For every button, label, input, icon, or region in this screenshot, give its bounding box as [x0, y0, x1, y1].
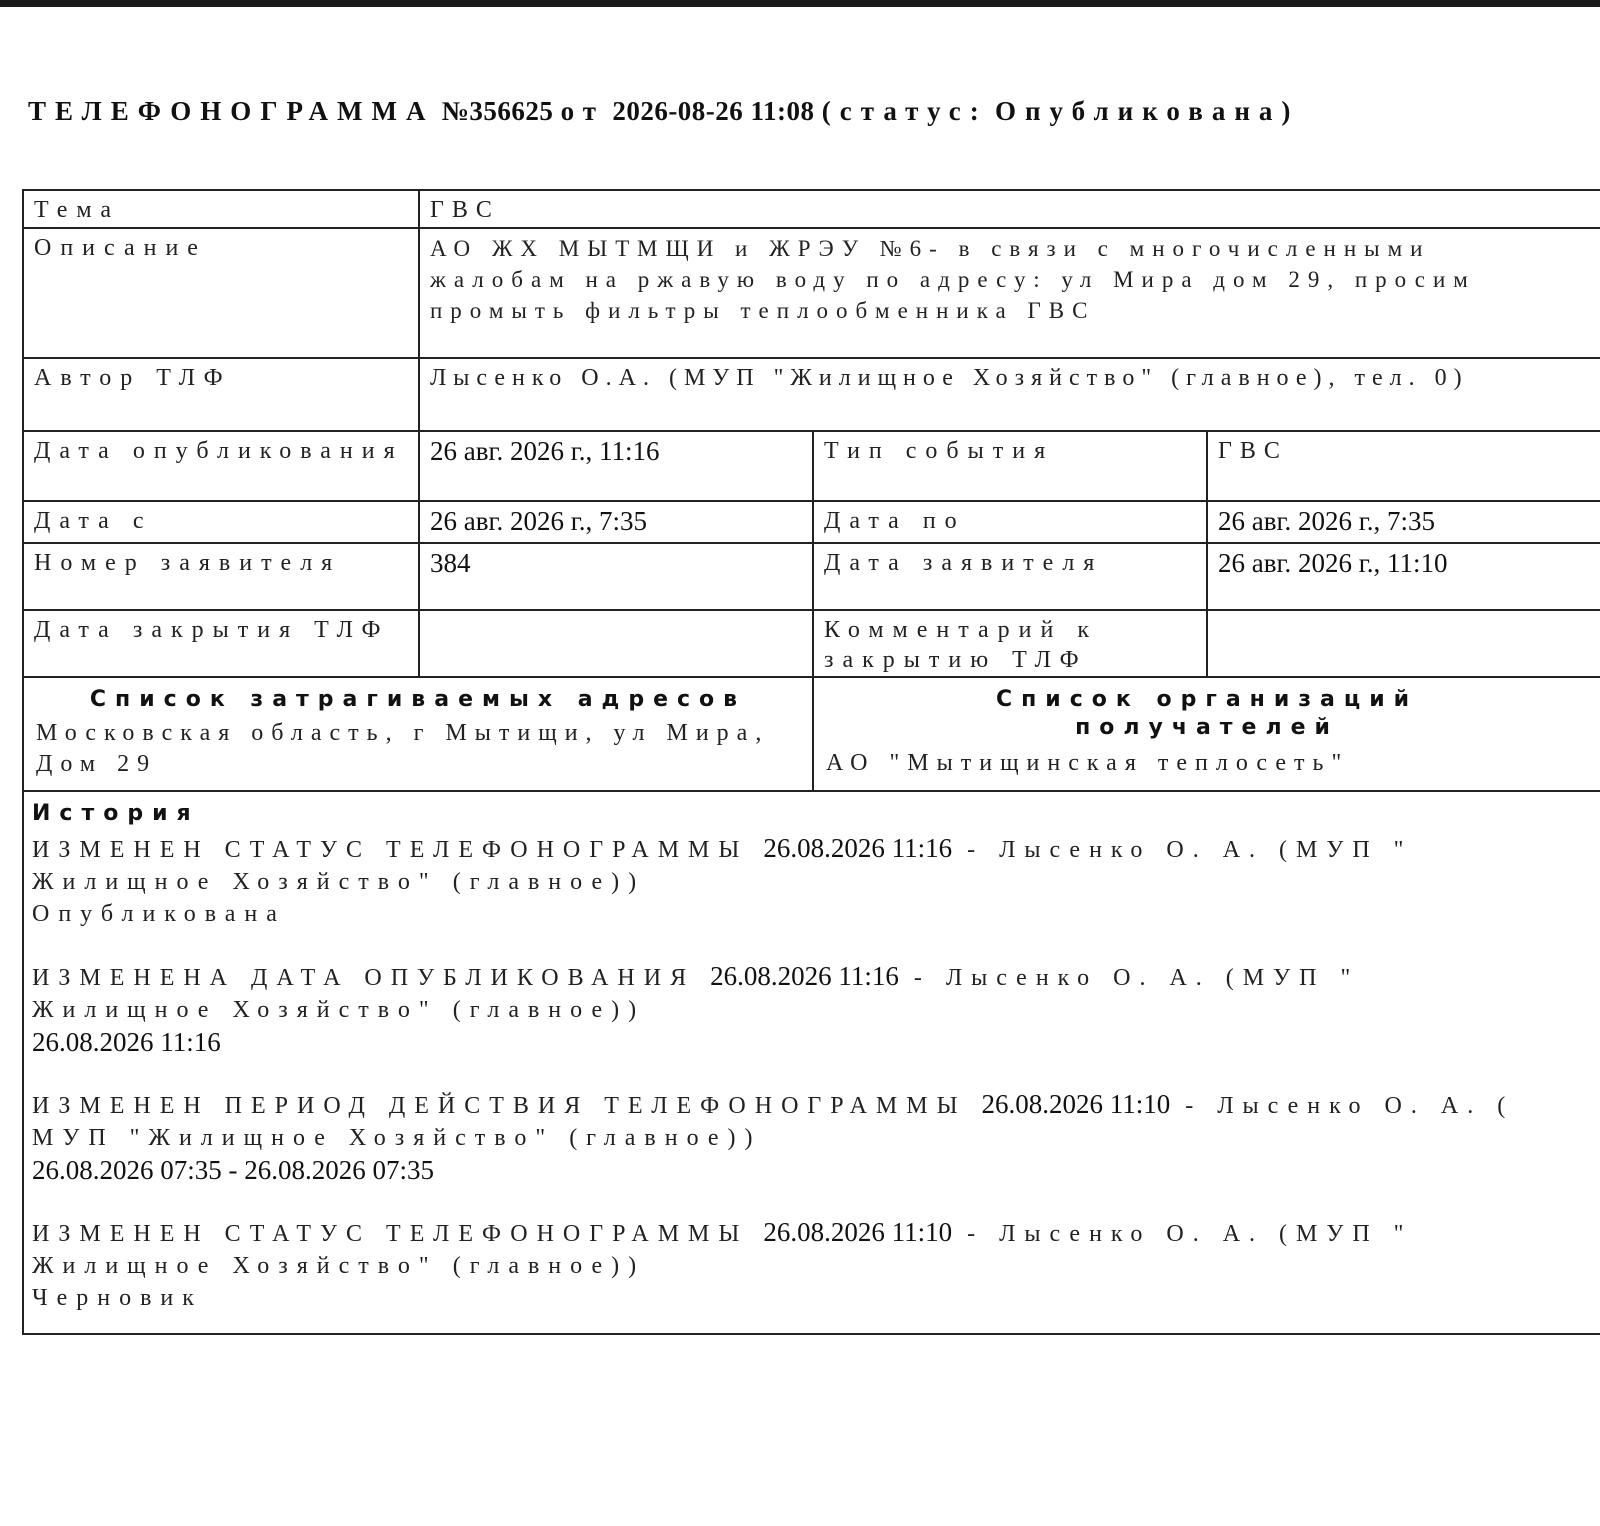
value-komment-zakr	[1206, 611, 1600, 676]
value-data-publ: 26 авг. 2026 г., 11:16	[418, 432, 812, 500]
value-data-zakr	[418, 611, 812, 676]
history-author-cont: Жилищное Хозяйство" (главное))	[32, 869, 646, 895]
history-action: ИЗМЕНЕН СТАТУС ТЕЛЕФОНОГРАММЫ	[32, 1221, 749, 1247]
history-datetime: 26.08.2026 11:16	[710, 961, 899, 991]
history-author: - Лысенко О. А. (МУП "	[913, 965, 1360, 991]
title-from: от	[560, 96, 606, 126]
row-lists	[24, 678, 1600, 792]
label-opisanie: Описание	[34, 235, 207, 261]
history-action: ИЗМЕНЕНА ДАТА ОПУБЛИКОВАНИЯ	[32, 965, 696, 991]
history-datetime: 26.08.2026 11:16	[763, 833, 953, 863]
title-status-value: Опубликована)	[994, 96, 1300, 126]
history-action: ИЗМЕНЕН СТАТУС ТЕЛЕФОНОГРАММЫ	[32, 837, 749, 863]
page-title	[28, 96, 1588, 127]
label-nomer-zayav: Номер заявителя	[34, 550, 342, 576]
row-opisanie	[24, 229, 1600, 359]
history-author-cont: Жилищное Хозяйство" (главное))	[32, 1253, 646, 1279]
history-action: ИЗМЕНЕН ПЕРИОД ДЕЙСТВИЯ ТЕЛЕФОНОГРАММЫ	[32, 1093, 967, 1119]
history-detail: 26.08.2026 07:35 - 26.08.2026 07:35	[32, 1155, 434, 1185]
history-entry	[32, 1088, 1600, 1186]
value-data-po: 26 авг. 2026 г., 7:35	[1206, 502, 1600, 542]
top-border	[0, 0, 1600, 7]
addresses-block	[24, 678, 812, 790]
row-avtor	[24, 359, 1600, 432]
history-datetime: 26.08.2026 11:10	[763, 1217, 953, 1247]
history-author: - Лысенко О. А. (МУП "	[967, 837, 1413, 863]
history-author: - Лысенко О. А. (	[1185, 1093, 1515, 1119]
history-entry	[32, 832, 1600, 930]
value-avtor: Лысенко О.А. (МУП "Жилищное Хозяйство" (главное), тел. 0)	[418, 359, 1600, 430]
label-komment-zakr: Комментарий к закрытию ТЛФ	[812, 611, 1206, 676]
history-author: - Лысенко О. А. (МУП "	[967, 1221, 1413, 1247]
title-prefix: ТЕЛЕФОНОГРАММА	[28, 96, 435, 126]
history-entry	[32, 1216, 1600, 1314]
history-detail: 26.08.2026 11:16	[32, 1027, 221, 1057]
value-nomer-zayav: 384	[418, 544, 812, 609]
label-data-publ: Дата опубликования	[34, 438, 404, 464]
value-tema: ГВС	[418, 191, 1600, 227]
history-author-cont: Жилищное Хозяйство" (главное))	[32, 997, 646, 1023]
label-tip-sobytiya: Тип события	[812, 432, 1206, 500]
row-tema	[24, 191, 1600, 229]
label-data-zakr: Дата закрытия ТЛФ	[34, 617, 390, 643]
value-tip-sobytiya: ГВС	[1206, 432, 1600, 500]
orgs-header: Список организаций получателей	[995, 687, 1419, 740]
row-data-publ	[24, 432, 1600, 502]
label-data-s: Дата с	[34, 508, 153, 534]
label-data-zayav: Дата заявителя	[812, 544, 1206, 609]
title-number: №356625	[441, 96, 554, 126]
row-data-s	[24, 502, 1600, 544]
history-entry	[32, 960, 1600, 1058]
row-nomer-zayav	[24, 544, 1600, 611]
history-detail: Черновик	[32, 1285, 203, 1311]
value-data-s: 26 авг. 2026 г., 7:35	[418, 502, 812, 542]
row-data-zakr	[24, 611, 1600, 678]
label-data-po: Дата по	[812, 502, 1206, 542]
address-item: Московская область, г Мытищи, ул Мира, Дом 29	[36, 720, 770, 777]
history-detail: Опубликована	[32, 901, 286, 927]
telephonogram-table	[22, 189, 1600, 1335]
history-block	[24, 792, 1600, 1322]
history-datetime: 26.08.2026 11:10	[981, 1089, 1171, 1119]
org-item: АО "Мытищинская теплосеть"	[826, 750, 1350, 776]
label-avtor: Автор ТЛФ	[34, 365, 232, 391]
title-status-label: (статус:	[821, 96, 988, 126]
value-opisanie: АО ЖХ МЫТМЩИ и ЖРЭУ №6- в связи с многочисленными жалобам на ржавую воду по адресу: ул Мира дом 29, просим промыть фильтры теплообменника ГВС	[418, 229, 1558, 357]
orgs-block	[812, 678, 1600, 790]
history-header: История	[32, 801, 200, 826]
value-data-zayav: 26 авг. 2026 г., 11:10	[1206, 544, 1600, 609]
history-author-cont: МУП "Жилищное Хозяйство" (главное))	[32, 1125, 762, 1151]
label-tema: Тема	[34, 197, 121, 223]
addresses-header: Список затрагиваемых адресов	[89, 687, 747, 712]
title-datetime: 2026-08-26 11:08	[612, 96, 815, 126]
